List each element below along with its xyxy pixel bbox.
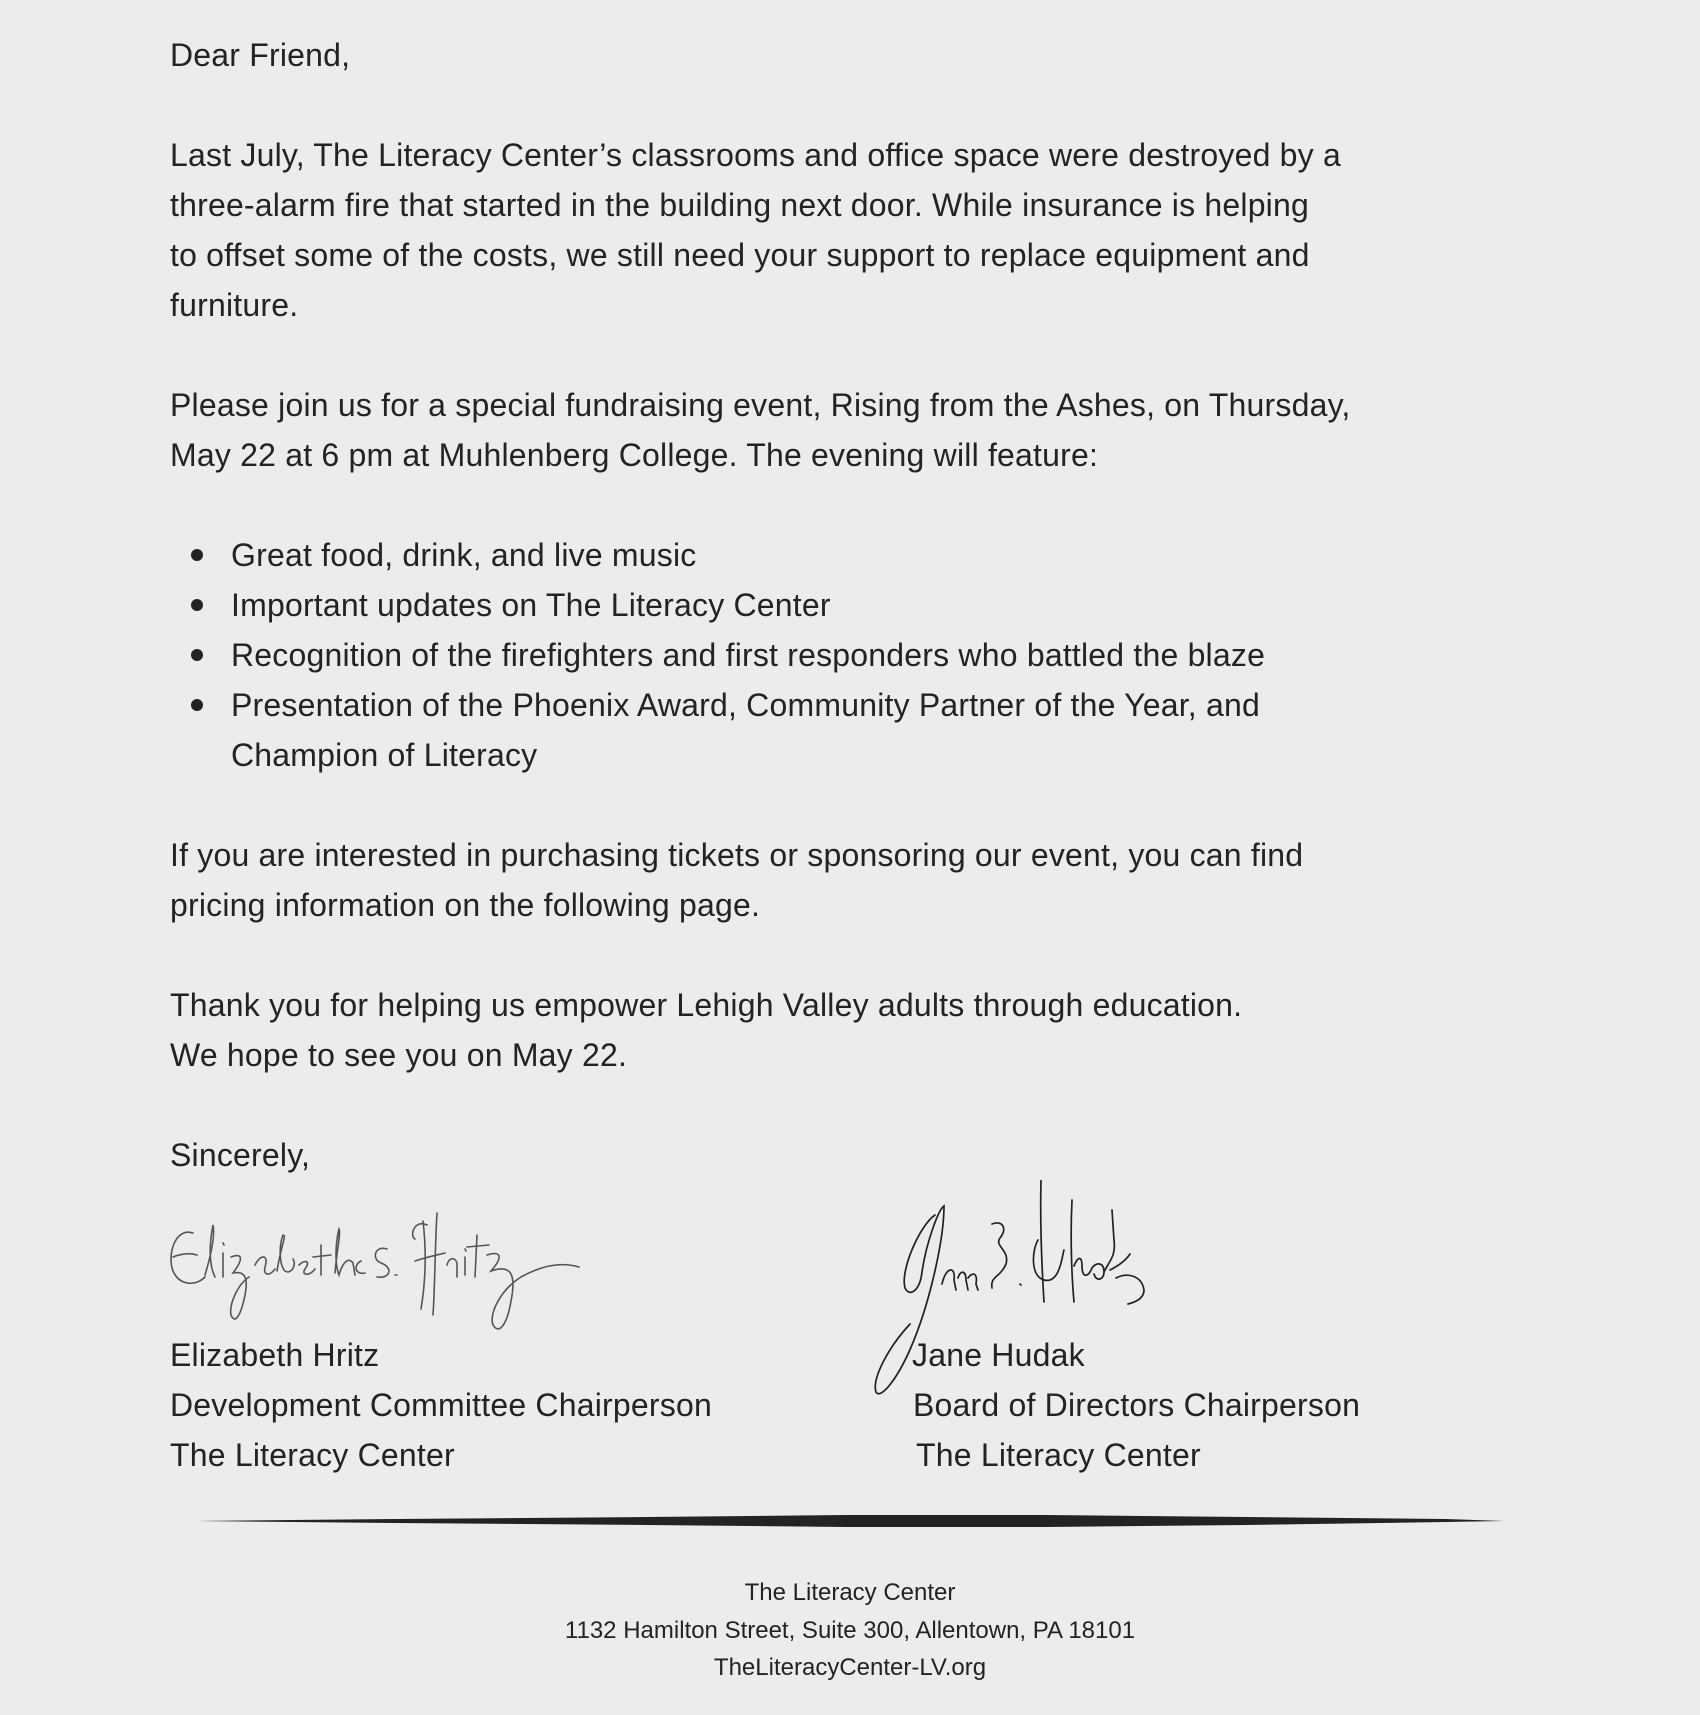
list-item-text: Presentation of the Phoenix Award, Community Partner of the Year, and bbox=[231, 687, 1260, 723]
list-item-text: Great food, drink, and live music bbox=[231, 537, 697, 573]
paragraph-line: Thank you for helping us empower Lehigh Valley adults through education. bbox=[170, 987, 1243, 1023]
paragraph-line: If you are interested in purchasing tickets or sponsoring our event, you can find bbox=[170, 837, 1304, 873]
paragraph-line: pricing information on the following page. bbox=[170, 887, 761, 923]
signatory-organization: The Literacy Center bbox=[916, 1437, 1201, 1473]
signatory-title: Board of Directors Chairperson bbox=[913, 1387, 1361, 1423]
signatory-title: Development Committee Chairperson bbox=[170, 1387, 712, 1423]
paragraph-line: We hope to see you on May 22. bbox=[170, 1037, 628, 1073]
bullet-icon bbox=[191, 599, 203, 611]
bullet-icon bbox=[191, 649, 203, 661]
list-item-text: Recognition of the firefighters and first responders who battled the blaze bbox=[231, 637, 1266, 673]
paragraph-line: Please join us for a special fundraising event, Rising from the Ashes, on Thursday, bbox=[170, 387, 1351, 423]
list-item-text: Champion of Literacy bbox=[231, 737, 538, 773]
paragraph-line: May 22 at 6 pm at Muhlenberg College. The evening will feature: bbox=[170, 437, 1099, 473]
list-item-text: Important updates on The Literacy Center bbox=[231, 587, 831, 623]
signature-elizabeth-hritz-icon bbox=[165, 1205, 635, 1345]
salutation: Dear Friend, bbox=[170, 37, 351, 73]
signatory-name: Jane Hudak bbox=[912, 1337, 1085, 1373]
closing: Sincerely, bbox=[170, 1137, 311, 1173]
paragraph-line: furniture. bbox=[170, 287, 299, 323]
bullet-icon bbox=[191, 699, 203, 711]
paragraph-line: to offset some of the costs, we still need your support to replace equipment and bbox=[170, 237, 1310, 273]
paragraph-line: three-alarm fire that started in the building next door. While insurance is helping bbox=[170, 187, 1309, 223]
bullet-icon bbox=[191, 549, 203, 561]
paragraph-line: Last July, The Literacy Center’s classrooms and office space were destroyed by a bbox=[170, 137, 1341, 173]
signatory-name: Elizabeth Hritz bbox=[170, 1337, 380, 1373]
footer-website: TheLiteracyCenter-LV.org bbox=[713, 1654, 987, 1681]
footer-organization: The Literacy Center bbox=[744, 1579, 956, 1606]
footer-divider bbox=[196, 1510, 1504, 1532]
signatory-organization: The Literacy Center bbox=[170, 1437, 455, 1473]
footer-address: 1132 Hamilton Street, Suite 300, Allentown, PA 18101 bbox=[564, 1617, 1136, 1644]
